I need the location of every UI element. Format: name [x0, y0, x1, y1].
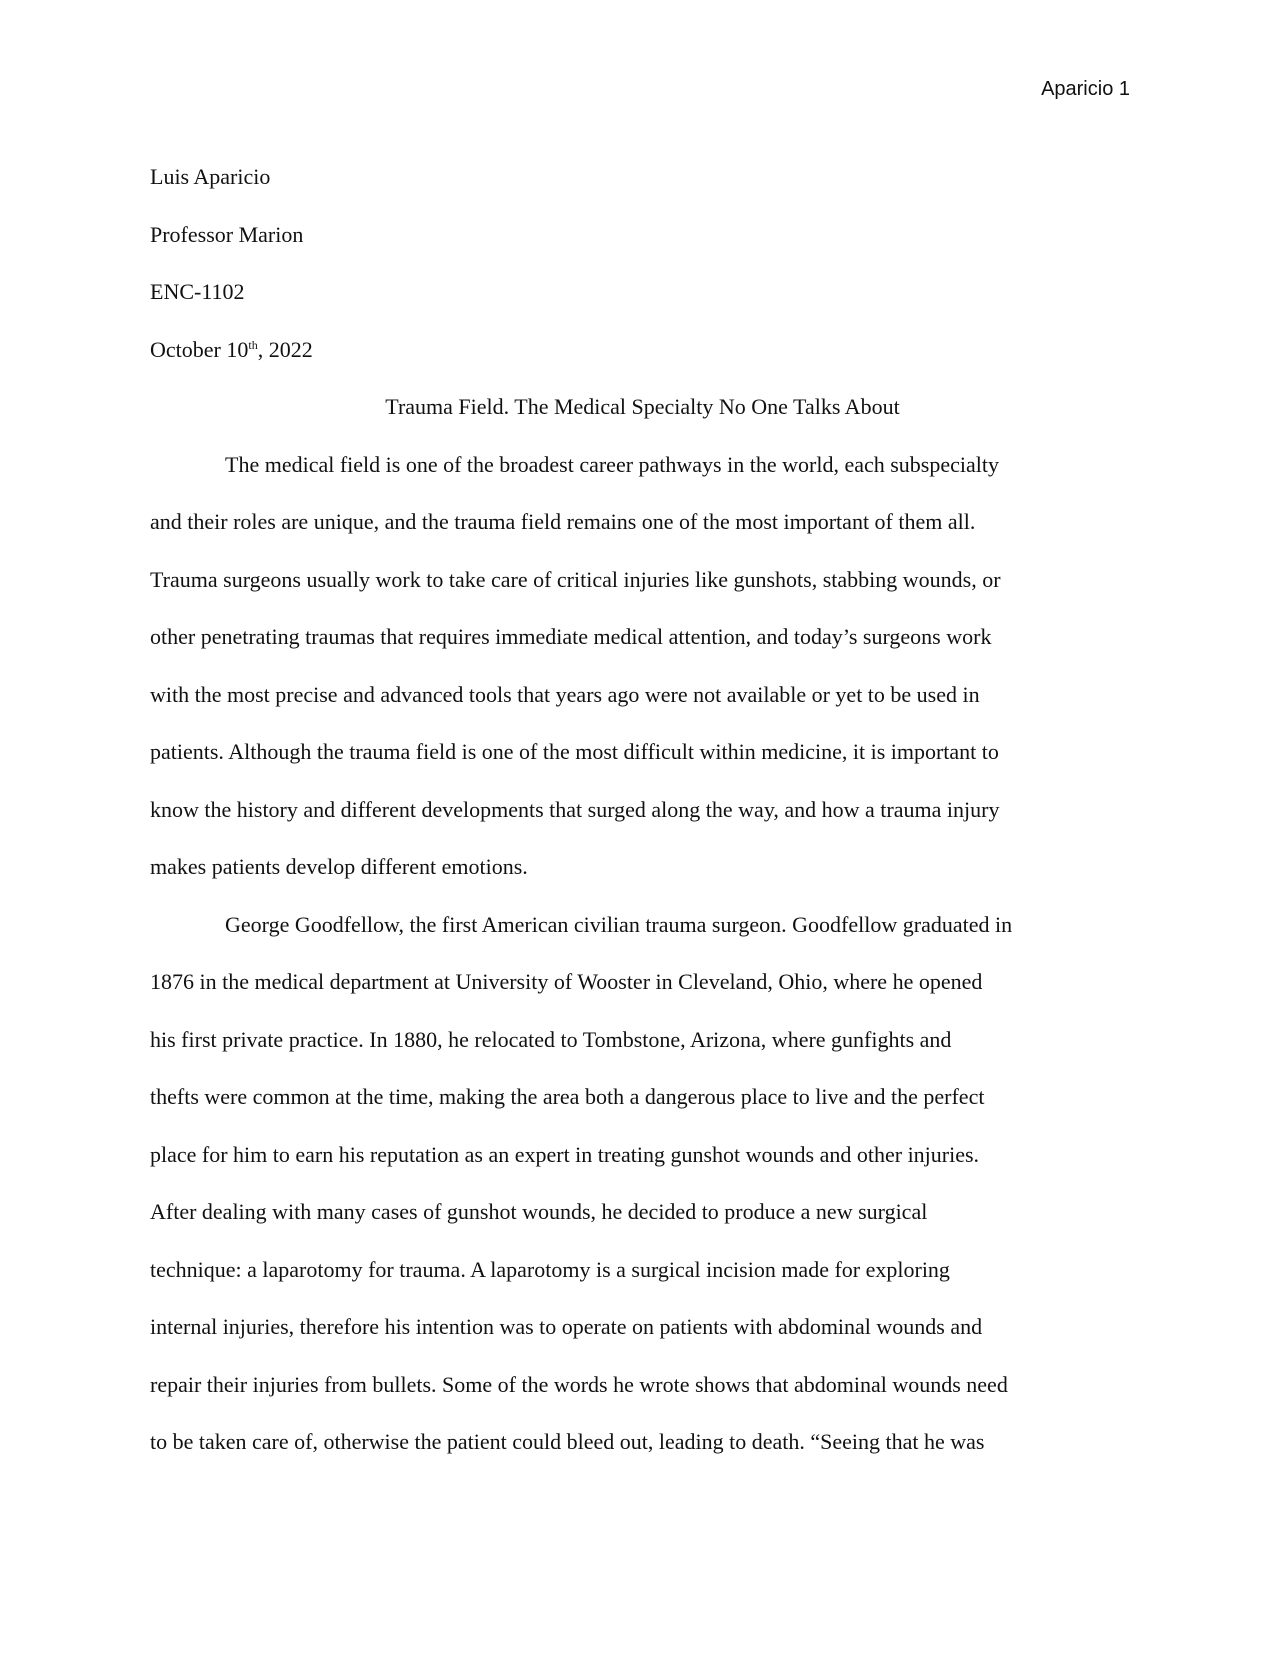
course-code: ENC-1102	[150, 279, 245, 304]
paragraph-line: with the most precise and advanced tools that years ago were not available or yet to be used in	[150, 681, 980, 707]
date-prefix: October 10	[150, 336, 249, 362]
paragraph-line: place for him to earn his reputation as an expert in treating gunshot wounds and other injuries.	[150, 1141, 980, 1167]
paragraph-line: to be taken care of, otherwise the patient could bleed out, leading to death. “Seeing that he was	[150, 1429, 985, 1454]
paragraph-line: 1876 in the medical department at University of Wooster in Cleveland, Ohio, where he opened	[150, 969, 983, 994]
paragraph-line: The medical field is one of the broadest career pathways in the world, each subspecialty	[225, 451, 999, 477]
date-suffix: , 2022	[257, 336, 313, 362]
running-header: Aparicio 1	[1041, 78, 1130, 100]
paragraph-line: other penetrating traumas that requires immediate medical attention, and today’s surgeons work	[150, 624, 992, 649]
essay-title: Trauma Field. The Medical Specialty No One Talks About	[385, 394, 900, 419]
paragraph-line: repair their injuries from bullets. Some of the words he wrote shows that abdominal wounds need	[150, 1371, 1008, 1397]
paragraph-line: internal injuries, therefore his intention was to operate on patients with abdominal wounds and	[150, 1314, 983, 1339]
essay-body	[150, 148, 1135, 1471]
essay-date	[150, 321, 1135, 379]
paragraph-2	[150, 896, 1135, 1471]
paragraph-line: Trauma surgeons usually work to take care of critical injuries like gunshots, stabbing wounds, or	[150, 566, 1001, 592]
date-ordinal-suffix: th	[248, 337, 258, 352]
paragraph-line: know the history and different developments that surged along the way, and how a trauma injury	[150, 796, 1000, 822]
paragraph-line: technique: a laparotomy for trauma. A laparotomy is a surgical incision made for exploring	[150, 1256, 950, 1282]
paragraph-line: George Goodfellow, the first American civilian trauma surgeon. Goodfellow graduated in	[225, 911, 1013, 937]
paragraph-line: After dealing with many cases of gunshot wounds, he decided to produce a new surgical	[150, 1199, 928, 1224]
paragraph-1	[150, 436, 1135, 896]
paragraph-line: makes patients develop different emotions.	[150, 854, 528, 879]
paragraph-line: thefts were common at the time, making the area both a dangerous place to live and the perfect	[150, 1084, 985, 1109]
paragraph-line: and their roles are unique, and the trauma field remains one of the most important of them all.	[150, 509, 976, 534]
paragraph-line: patients. Although the trauma field is one of the most difficult within medicine, it is important to	[150, 739, 999, 764]
paragraph-line: his first private practice. In 1880, he relocated to Tombstone, Arizona, where gunfights and	[150, 1026, 952, 1052]
professor-name: Professor Marion	[150, 221, 304, 247]
author-name: Luis Aparicio	[150, 164, 271, 189]
